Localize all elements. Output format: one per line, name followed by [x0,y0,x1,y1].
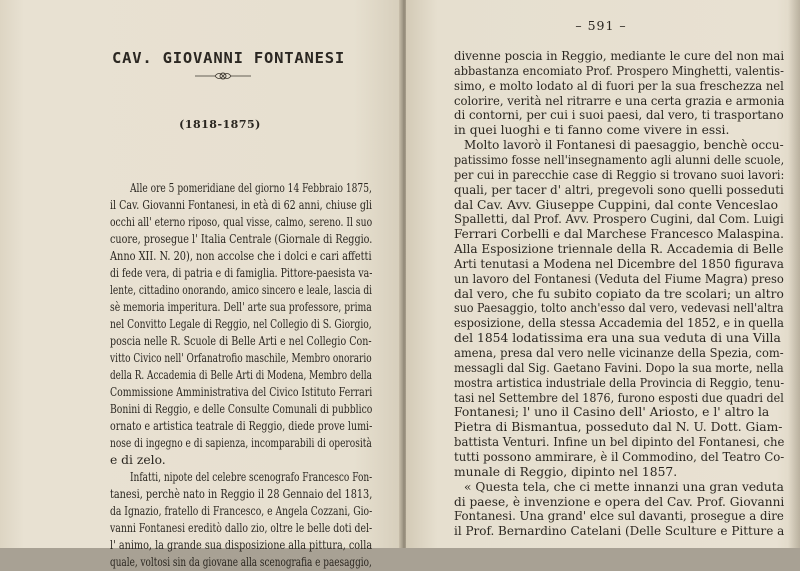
text-line: battista Venturi. Infine un bel dipinto del Fontanesi, che [454,435,785,450]
text-line: mostra artistica industriale della Provincia di Reggio, tenu- [454,375,785,390]
text-line: colorire, verità nel ritrarre e una certa grazia e armonia [454,93,785,108]
text-line: Spalletti, dal Prof. Avv. Prospero Cugini, dal Com. Luigi [454,212,784,227]
page-number: – 591 – [575,18,627,33]
text-line: da Ignazio, fratello di Francesco, e Angela Cozzani, Gio- [110,504,373,518]
text-line: dal vero, che fu subito copiato da tre scolari; un altro [454,286,784,301]
text-line: dal Cav. Avv. Giuseppe Cuppini, dal conte Venceslao [454,197,779,212]
text-line: messagli dal Sig. Gaetano Favini. Dopo la sua morte, nella [454,360,784,375]
text-line: un lavoro del Fontanesi (Veduta del Fiume Magra) preso [454,271,784,286]
text-line: vitto Civico nell' Orfanatrofio maschile, Membro onorario [110,351,372,365]
text-line: Anno XII. N. 20), non accolse che i dolci e cari affetti [110,249,372,263]
text-line: abbastanza encomiato Prof. Prospero Minghetti, valentis- [454,63,784,78]
text-line: amena, presa dal vero nelle vicinanze della Spezia, com- [454,346,784,360]
text-line: vanni Fontanesi ereditò dallo zio, oltre le belle doti del- [110,521,373,535]
text-line: di contorni, per cui i suoi paesi, dal vero, ti trasportano [454,108,784,123]
text-line: esposizione, della stessa Accademia del 1852, e in quella [454,316,784,331]
text-line: Fontanesi. Una grand' elce sul davanti, prosegue a dire [454,509,784,524]
right-page [406,0,800,548]
text-line: nel Convitto Legale di Reggio, nel Collegio di S. Giorgio, [110,317,372,331]
text-line: per cui in parecchie case di Reggio si trovano suoi lavori: [454,167,785,182]
text-line: quale, voltosi sin da giovane alla scenografia e paesaggio, [110,555,372,569]
text-line: Alle ore 5 pomeridiane del giorno 14 Febbraio 1875, [130,181,372,195]
text-line: Infatti, nipote del celebre scenografo Francesco Fon- [130,470,373,484]
text-line: Arti tenutasi a Modena nel Dicembre del 1850 figurava [454,256,784,271]
text-line: « Questa tela, che ci mette innanzi una gran veduta [464,479,784,494]
text-line: tutti possono ammirare, è il Commodino, del Teatro Co- [454,449,785,464]
text-line: Fontanesi; l' uno il Casino dell' Ariosto, e l' altro la [454,405,770,420]
text-line: di paese, è invenzione e opera del Cav. Prof. Giovanni [454,494,785,509]
text-line: Pietra di Bismantua, posseduto dal N. U. Dott. Giam- [454,420,783,435]
text-line: nose di ingegno e di sapienza, incomparabili di operosità [110,436,372,450]
text-line: il Cav. Giovanni Fontanesi, in età di 62 anni, chiuse gli [110,198,372,212]
text-line: munale di Reggio, dipinto nel 1857. [454,464,678,479]
text-line: simo, e molto lodato al di fuori per la sua freschezza nel [454,78,784,93]
text-line: patissimo fosse nell'insegnamento agli alunni delle scuole, [454,152,785,167]
text-line: di fede vera, di patria e di famiglia. Pittore-paesista va- [110,266,373,280]
text-line: Molto lavorò il Fontanesi di paesaggio, benchè occu- [464,138,784,153]
text-line: tasi nel Settembre del 1876, furono esposti due quadri del [454,390,784,405]
text-line: cuore, prosegue l' Italia Centrale (Giornale di Reggio. [110,232,373,246]
text-line: Ferrari Corbelli e dal Marchese Francesco Malaspina. [454,227,784,242]
text-line: quali, per tacer d' altri, pregevoli sono quelli posseduti [454,182,784,197]
life-dates: (1818-1875) [179,118,261,131]
ornament-divider-icon [193,70,253,82]
text-line: ornato e artistica teatrale di Reggio, diede prove lumi- [110,419,373,433]
page-title: CAV. GIOVANNI FONTANESI [112,49,346,67]
text-line: sè memoria imperitura. Dell' arte sua professore, prima [110,300,372,314]
text-line: suo Paesaggio, tolto anch'esso dal vero, vedevasi nell'altra [454,301,784,316]
text-line: della R. Accademia di Belle Arti di Modena, Membro della [110,368,372,382]
text-line: il Prof. Bernardino Catelani (Delle Sculture e Pitture a [454,524,785,539]
text-line: e di zelo. [110,453,166,467]
text-line: del 1854 lodatissima era una sua veduta di una Villa [454,331,781,346]
text-line: divenne poscia in Reggio, mediante le cure del non mai [454,49,785,63]
text-line: in quei luoghi e ti fanno come vivere in essi. [454,123,730,138]
text-line: Bonini di Reggio, e delle Consulte Comunali di pubblico [110,402,373,416]
page-edge-shadow [788,0,800,548]
text-line: lente, cittadino onorando, amico sincero e leale, lascia di [110,283,373,297]
text-line: Commissione Amministrativa del Civico Istituto Ferrari [110,385,373,399]
text-line: tanesi, perchè nato in Reggio il 28 Gennaio del 1813, [110,487,373,501]
text-line: poscia nelle R. Scuole di Belle Arti e nel Collegio Con- [110,334,372,348]
text-line: l' animo, la grande sua disposizione alla pittura, colla [110,538,373,552]
text-line: Alla Esposizione triennale della R. Accademia di Belle [454,242,784,257]
text-line: occhi all' eterno riposo, qual visse, calmo, sereno. Il suo [110,215,373,229]
